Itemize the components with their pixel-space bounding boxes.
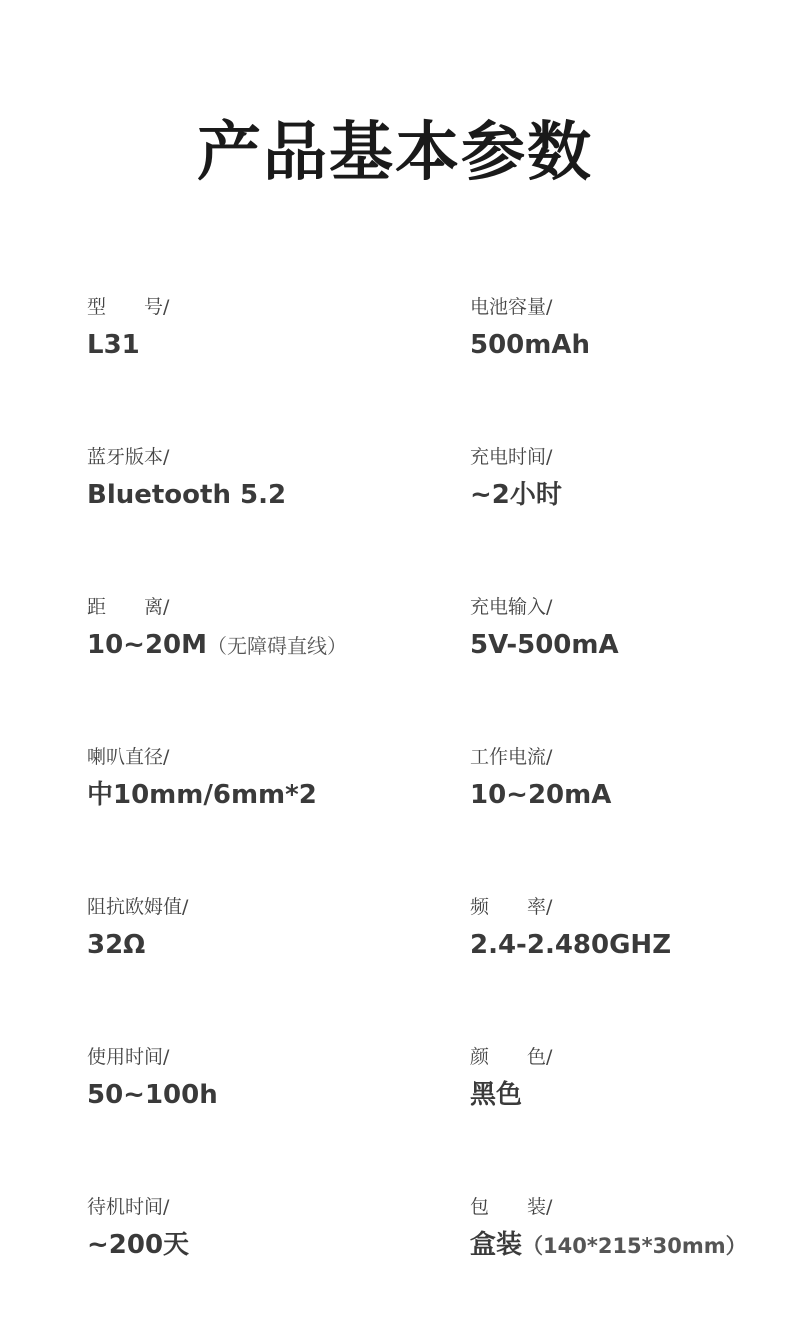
spec-label: 距 离/ (87, 596, 170, 618)
spec-standby-time (87, 1192, 457, 1342)
spec-value: L31 (87, 330, 140, 360)
spec-label: 充电输入/ (470, 596, 553, 618)
spec-usage-time (87, 1042, 457, 1192)
spec-value: 2.4-2.480GHZ (470, 930, 672, 960)
spec-speaker-diameter (87, 742, 457, 892)
spec-label: 待机时间/ (87, 1196, 170, 1218)
spec-note: （140*215*30mm） (522, 1234, 747, 1258)
spec-value: 盒装（140*215*30mm） (470, 1230, 747, 1260)
spec-label: 电池容量/ (470, 296, 553, 318)
spec-value: 32Ω (87, 930, 146, 960)
spec-bluetooth-version (87, 442, 457, 592)
spec-charging-input (470, 592, 780, 742)
spec-value: 黑色 (470, 1080, 523, 1110)
spec-label: 频 率/ (470, 896, 553, 918)
spec-battery-capacity (470, 292, 780, 442)
spec-column-right (470, 292, 780, 1342)
spec-range (87, 592, 457, 742)
spec-label: 包 装/ (470, 1196, 553, 1218)
spec-frequency (470, 892, 780, 1042)
spec-label: 阻抗欧姆值/ (87, 896, 189, 918)
page-title: 产品基本参数 (197, 116, 593, 190)
spec-label: 蓝牙版本/ (87, 446, 170, 468)
spec-color (470, 1042, 780, 1192)
spec-value: Bluetooth 5.2 (87, 480, 287, 510)
spec-label: 型 号/ (87, 296, 170, 318)
spec-charging-time (470, 442, 780, 592)
spec-value: 500mAh (470, 330, 590, 360)
spec-model (87, 292, 457, 442)
spec-value: 5V-500mA (470, 630, 619, 660)
spec-label: 颜 色/ (470, 1046, 553, 1068)
spec-label: 使用时间/ (87, 1046, 170, 1068)
spec-label: 喇叭直径/ (87, 746, 170, 768)
spec-value: ~200天 (87, 1230, 190, 1260)
spec-working-current (470, 742, 780, 892)
spec-label: 充电时间/ (470, 446, 553, 468)
spec-packaging (470, 1192, 780, 1342)
spec-value: 10~20mA (470, 780, 612, 810)
spec-value: 50~100h (87, 1080, 218, 1110)
spec-column-left (87, 292, 457, 1342)
spec-note: （无障碍直线） (207, 634, 348, 658)
spec-value: ~2小时 (470, 480, 562, 510)
spec-label: 工作电流/ (470, 746, 553, 768)
spec-value: 10~20M（无障碍直线） (87, 630, 348, 660)
spec-impedance (87, 892, 457, 1042)
spec-value: 中10mm/6mm*2 (87, 780, 317, 810)
